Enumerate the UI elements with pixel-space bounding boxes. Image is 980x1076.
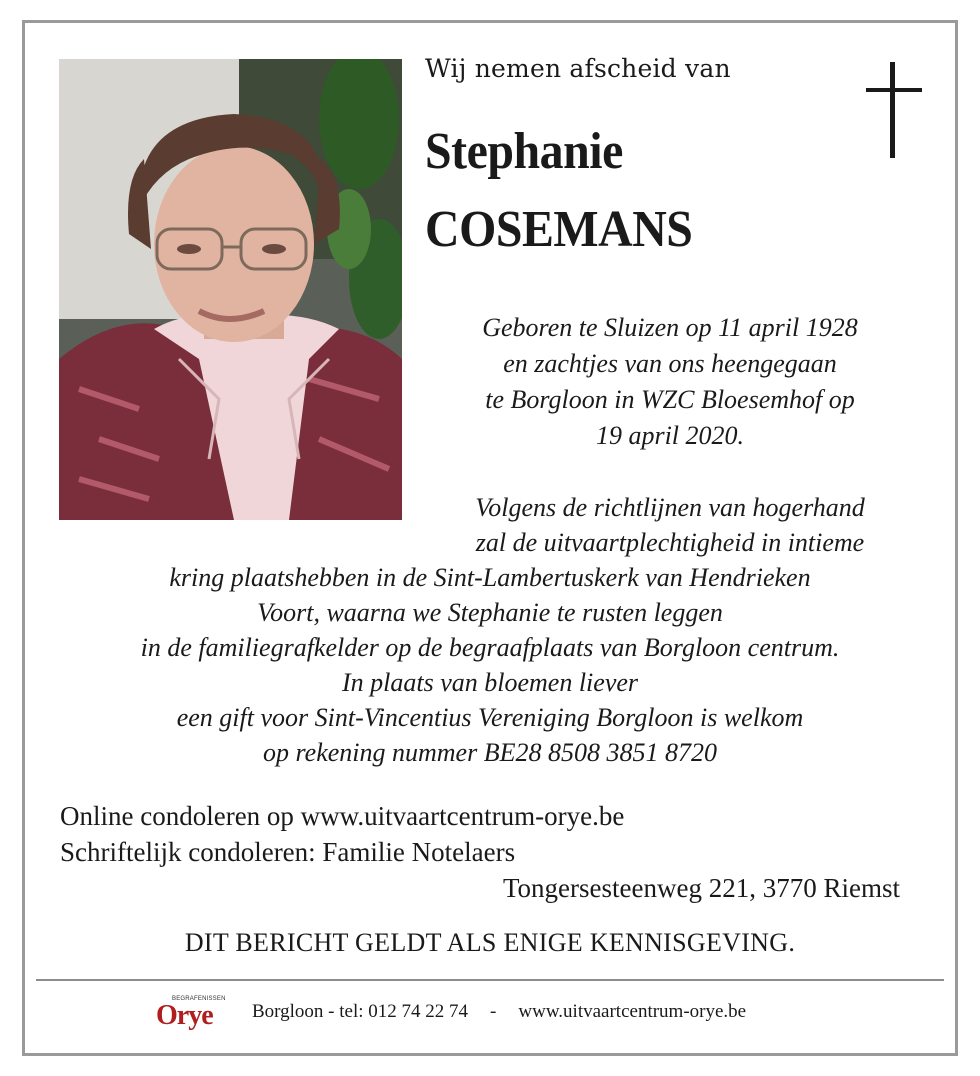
notice-text: DIT BERICHT GELDT ALS ENIGE KENNISGEVING. (184, 928, 796, 957)
funeral-line: een gift voor Sint-Vincentius Vereniging Borgloon is welkom (176, 703, 804, 732)
birth-paragraph (410, 310, 930, 454)
footer-contact: Borgloon - tel: 012 74 22 74 (252, 1001, 469, 1022)
funeral-line: kring plaatshebben in de Sint-Lambertuskerk van Hendrieken (169, 563, 811, 592)
funeral-line: Volgens de richtlijnen van hogerhand (475, 493, 865, 522)
funeral-line: Voort, waarna we Stephanie te rusten leggen (257, 598, 723, 627)
logo-big-text: Orye (156, 1000, 213, 1031)
funeral-line: zal de uitvaartplechtigheid in intieme (475, 528, 865, 557)
first-name: Stephanie (425, 123, 623, 180)
online-condolence-text: Online condoleren op www.uitvaartcentrum-orye.be (60, 801, 625, 831)
intro-text: Wij nemen afscheid van (425, 54, 731, 83)
last-name: COSEMANS (425, 201, 693, 258)
birth-line: 19 april 2020. (595, 421, 745, 450)
footer-website: www.uitvaartcentrum-orye.be (518, 1001, 747, 1022)
birth-line: en zachtjes van ons heengegaan (503, 349, 837, 378)
funeral-line: op rekening nummer BE28 8508 3851 8720 (263, 738, 717, 767)
funeral-line: in de familiegrafkelder op de begraafplaats van Borgloon centrum. (140, 633, 840, 662)
condolences-block (60, 798, 900, 906)
birth-line: te Borgloon in WZC Bloesemhof op (485, 385, 855, 414)
birth-line: Geboren te Sluizen op 11 april 1928 (482, 313, 858, 342)
funeral-paragraph-bottom (30, 560, 950, 770)
portrait-photo (59, 59, 402, 520)
logo-small-text: BEGRAFENISSEN (172, 996, 226, 1002)
footer (150, 992, 870, 1032)
funeral-line: In plaats van bloemen liever (341, 668, 639, 697)
written-condolence-text: Schriftelijk condoleren: Familie Notelaers (60, 837, 516, 867)
funeral-paragraph-top (410, 490, 930, 560)
divider (36, 979, 944, 981)
cross-icon (866, 62, 922, 158)
condolence-address: Tongersesteenweg 221, 3770 Riemst (502, 873, 900, 903)
orye-logo (150, 994, 230, 1030)
footer-separator: - (490, 1001, 497, 1022)
